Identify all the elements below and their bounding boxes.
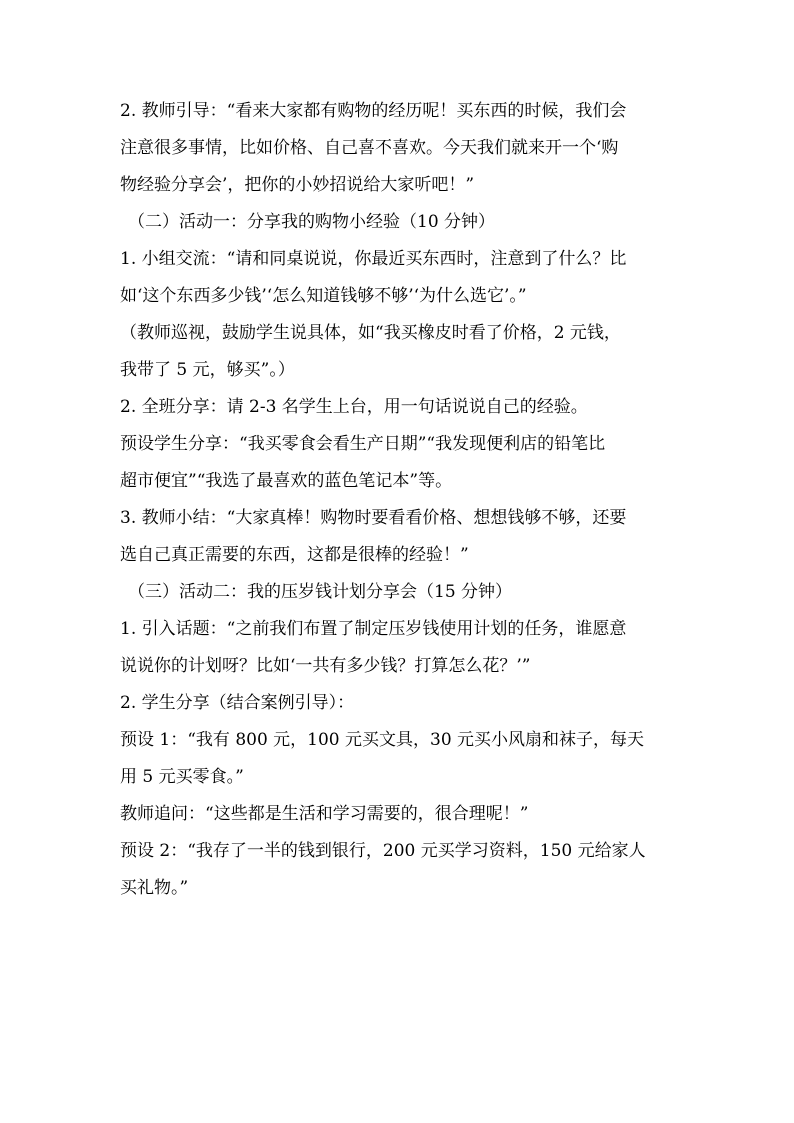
section-heading: （二）活动一：分享我的购物小经验（10 分钟）: [128, 212, 496, 232]
paragraph-line: 预设 2：“我存了一半的钱到银行，200 元买学习资料，150 元给家人: [120, 841, 646, 861]
paragraph-line: 如‘这个东西多少钱’‘怎么知道钱够不够’‘为什么选它’。”: [120, 286, 527, 306]
paragraph-line: 超市便宜”“我选了最喜欢的蓝色笔记本”等。: [120, 471, 453, 491]
paragraph-line: 1. 小组交流：“请和同桌说说，你最近买东西时，注意到了什么？比: [120, 249, 627, 269]
paragraph-line: 1. 引入话题：“之前我们布置了制定压岁钱使用计划的任务，谁愿意: [120, 619, 627, 639]
paragraph-line: 2. 教师引导：“看来大家都有购物的经历呢！买东西的时候，我们会: [120, 101, 627, 121]
section-heading: （三）活动二：我的压岁钱计划分享会（15 分钟）: [128, 582, 513, 602]
paragraph-line: 选自己真正需要的东西，这都是很棒的经验！”: [120, 545, 469, 565]
paragraph-line: （教师巡视，鼓励学生说具体，如“我买橡皮时看了价格，2 元钱，: [120, 323, 621, 343]
paragraph-line: 注意很多事情，比如价格、自己喜不喜欢。今天我们就来开一个‘购: [120, 138, 619, 158]
paragraph-line: 买礼物。”: [120, 878, 189, 898]
paragraph-line: 我带了 5 元，够买”。）: [120, 360, 295, 380]
paragraph-line: 说说你的计划呀？比如‘一共有多少钱？打算怎么花？’”: [120, 656, 531, 676]
paragraph-line: 2. 全班分享：请 2-3 名学生上台，用一句话说说自己的经验。: [120, 397, 588, 417]
paragraph-line: 3. 教师小结：“大家真棒！购物时要看看价格、想想钱够不够，还要: [120, 508, 627, 528]
paragraph-line: 教师追问：“这些都是生活和学习需要的，很合理呢！”: [120, 804, 529, 824]
paragraph-line: 2. 学生分享（结合案例引导）：: [120, 693, 355, 713]
document-page: [120, 100, 680, 914]
paragraph-line: 预设 1：“我有 800 元，100 元买文具，30 元买小风扇和袜子，每天: [120, 730, 645, 750]
paragraph-line: 用 5 元买零食。”: [120, 767, 244, 787]
paragraph-line: 预设学生分享：“我买零食会看生产日期”“我发现便利店的铅笔比: [120, 434, 606, 454]
paragraph-line: 物经验分享会’，把你的小妙招说给大家听吧！”: [120, 175, 475, 195]
